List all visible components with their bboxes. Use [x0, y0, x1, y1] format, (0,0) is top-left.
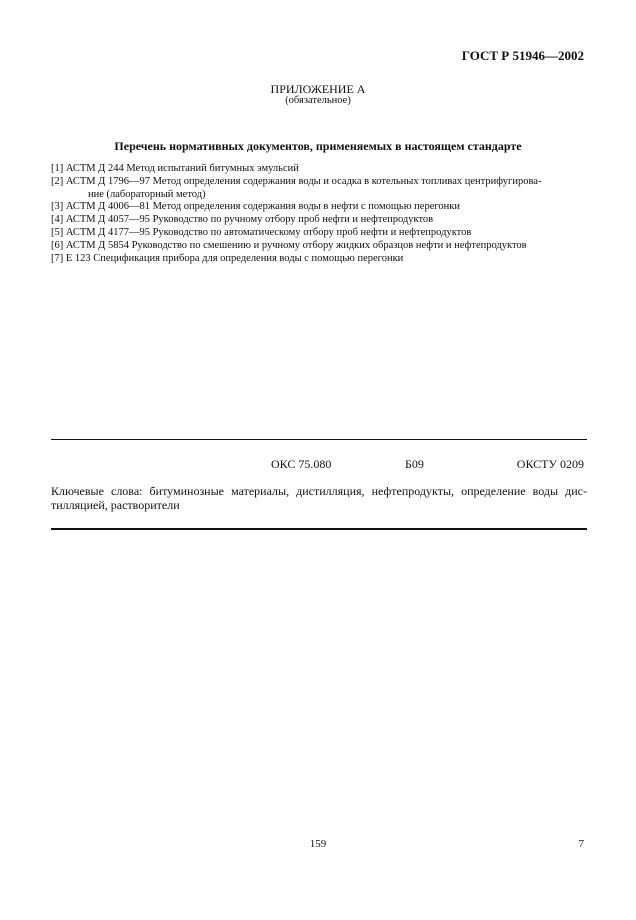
okstu-code: ОКСТУ 0209	[516, 457, 584, 471]
reference-item-3: [3] АСТМ Д 4006—81 Метод определения содержания воды в нефти с помощью перегонки	[51, 201, 461, 213]
reference-item-1: [1] АСТМ Д 244 Метод испытаний битумных эмульсий	[51, 163, 299, 174]
reference-item-2-continuation: ние (лабораторный метод)	[88, 188, 206, 200]
page-number-right: 7	[578, 838, 584, 850]
bottom-divider	[51, 528, 587, 530]
keywords	[51, 484, 587, 512]
group-code: Б09	[405, 457, 424, 471]
appendix-title: ПРИЛОЖЕНИЕ А	[270, 82, 366, 96]
oks-code: ОКС 75.080	[271, 457, 332, 471]
reference-item-4: [4] АСТМ Д 4057—95 Руководство по ручному отбору проб нефти и нефтепродуктов	[51, 214, 434, 226]
reference-item-6: [6] АСТМ Д 5854 Руководство по смешению и ручному отбору жидких образцов нефти и нефтепродуктов	[51, 239, 527, 251]
reference-item-7: [7] Е 123 Спецификация прибора для определения воды с помощью перегонки	[51, 252, 404, 264]
reference-item-2: [2] АСТМ Д 1796—97 Метод определения содержания воды и осадка в котельных топливах центрифугирова-	[51, 175, 542, 187]
keywords-line-1: Ключевые слова: битуминозные материалы, дистилляция, нефтепродукты, определение воды дис-	[51, 484, 587, 498]
reference-item-5: [5] АСТМ Д 4177—95 Руководство по автоматическому отбору проб нефти и нефтепродуктов	[51, 226, 472, 238]
appendix-note: (обязательное)	[285, 95, 351, 106]
top-divider	[51, 439, 587, 440]
standard-number: ГОСТ Р 51946—2002	[461, 48, 584, 63]
references-title: Перечень нормативных документов, применяемых в настоящем стандарте	[114, 139, 522, 153]
keywords-line-2: тилляцией, растворители	[51, 498, 180, 512]
page-number-center: 159	[309, 838, 327, 850]
references-list	[51, 163, 591, 265]
